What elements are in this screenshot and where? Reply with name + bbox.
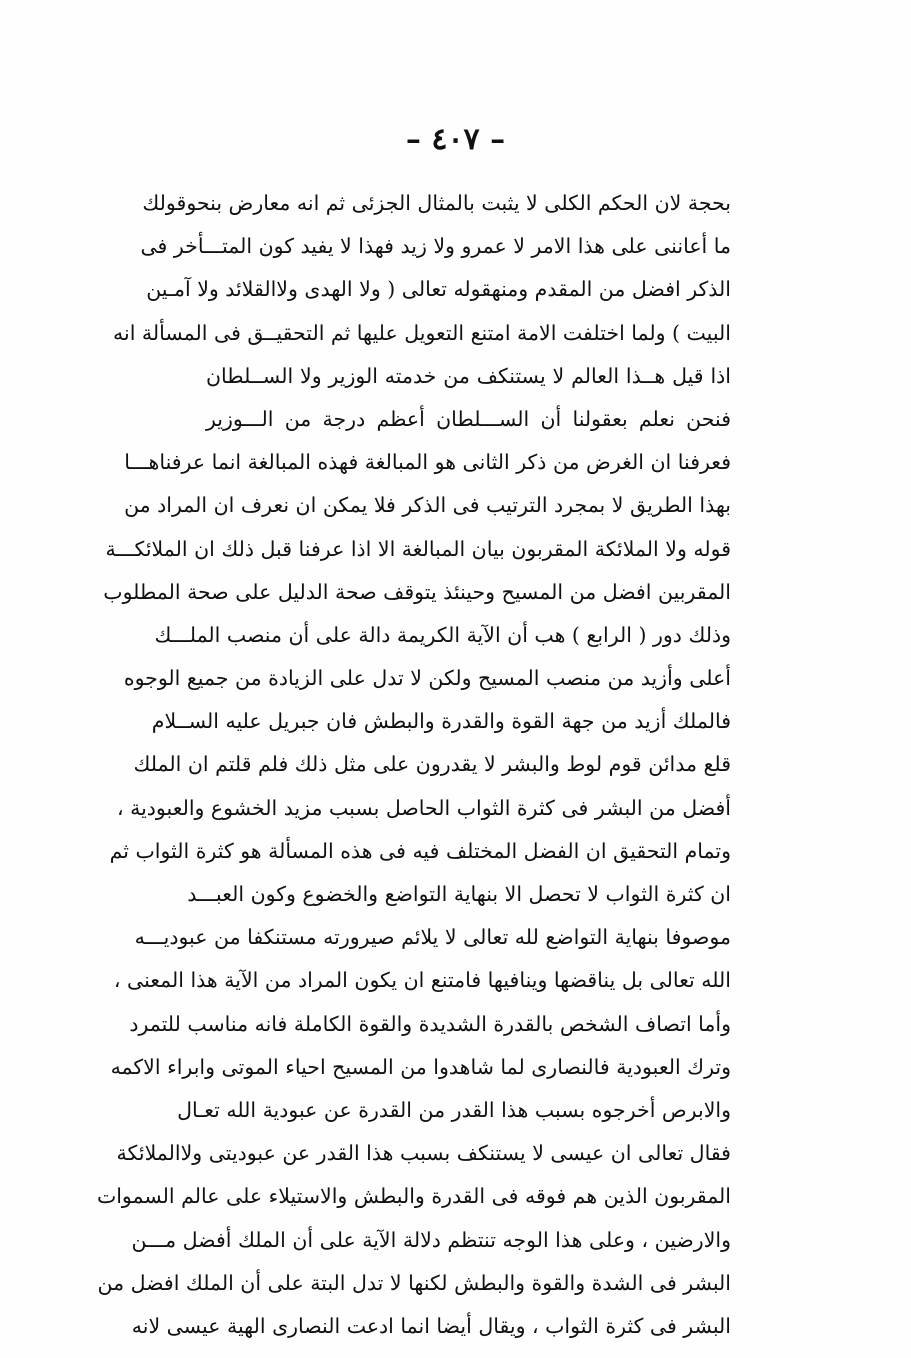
text-line: والارضين ، وعلى هذا الوجه تنتظم دلالة الآية على أن الملك أفضل مـــن	[131, 1227, 731, 1252]
text-line: البشر فى الشدة والقوة والبطش لكنها لا تدل البتة على أن الملك افضل من	[97, 1270, 731, 1295]
text-line: ما أعاننى على هذا الامر لا عمرو ولا زيد فهذا لا يفيد كون المتـــأخر فى	[140, 234, 731, 259]
text-line: وتمام التحقيق ان الفضل المختلف فيه فى هذه المسألة هو كثرة الثواب ثم	[109, 838, 731, 863]
text-line: وأما اتصاف الشخص بالقدرة الشديدة والقوة الكاملة فانه مناسب للتمرد	[129, 1011, 731, 1036]
text-line: فالملك أزيد من جهة القوة والقدرة والبطش فان جبريل عليه الســلام	[151, 709, 731, 734]
text-line: ان كثرة الثواب لا تحصل الا بنهاية التواضع والخضوع وكون العبـــد	[187, 882, 731, 906]
text-line: قلع مدائن قوم لوط والبشر لا يقدرون على مثل ذلك فلم قلتم ان الملك	[133, 752, 731, 777]
text-line: المقربون الذين هم فوقه فى القدرة والبطش والاستيلاء على عالم السموات	[96, 1184, 731, 1209]
text-line: فعرفنا ان الغرض من ذكر الثانى هو المبالغة فهذه المبالغة انما عرفناهـــا	[124, 450, 731, 475]
text-line: المقربين افضل من المسيح وحينئذ يتوقف صحة الدليل على صحة المطلوب	[103, 579, 731, 604]
text-line: أفضل من البشر فى كثرة الثواب الحاصل بسبب مزيد الخشوع والعبودية ،	[116, 795, 731, 820]
text-line: قوله ولا الملائكة المقربون بيان المبالغة الا اذا عرفنا قبل ذلك ان الملائكـــة	[105, 536, 731, 561]
body-text	[96, 182, 731, 1348]
text-line: والابرص أخرجوه بسبب هذا القدر من القدرة عن عبودية الله تعـال	[177, 1097, 731, 1122]
text-line: فقال تعالى ان عيسى لا يستنكف بسبب هذا القدر عن عبوديتى ولاالملائكة	[116, 1141, 731, 1166]
text-line: البيت ) ولما اختلفت الامة امتنع التعويل عليها ثم التحقيــق فى المسألة انه	[113, 320, 731, 345]
text-line: وترك العبودية فالنصارى لما شاهدوا من المسيح احياء الموتى وابراء الاكمه	[110, 1054, 731, 1079]
text-line: أعلى وأزيد من منصب المسيح ولكن لا تدل على الزيادة من جميع الوجوه	[123, 666, 731, 691]
text-line: البشر فى كثرة الثواب ، ويقال أيضا انما ادعت النصارى الهية عيسى لانه	[131, 1313, 731, 1338]
text-line: الله تعالى بل يناقضها وينافيها فامتنع ان يكون المراد من الآية هذا المعنى ،	[113, 968, 731, 993]
text-line: اذا قيل هــذا العالم لا يستنكف من خدمته الوزير ولا الســلطان	[206, 363, 731, 388]
page-number: – ٤٠٧ –	[405, 122, 506, 157]
text-line: بحجة لان الحكم الكلى لا يثبت بالمثال الجزئى ثم انه معارض بنحوقولك	[142, 191, 731, 215]
text-line: وذلك دور ( الرابع ) هب أن الآية الكريمة دالة على أن منصب الملـــك	[154, 622, 731, 647]
text-line: الذكر افضل من المقدم ومنهقوله تعالى ( ولا الهدى ولاالقلائد ولا آمـين	[146, 277, 731, 302]
text-line: فنحن نعلم بعقولنا أن الســـلطان أعظم درجة من الـــوزير	[206, 406, 731, 431]
text-line: موصوفا بنهاية التواضع لله تعالى لا يلائم صيرورته مستنكفا من عبوديـــه	[134, 925, 731, 950]
text-line: بهذا الطريق لا بمجرد الترتيب فى الذكر فلا يمكن ان نعرف ان المراد من	[124, 493, 731, 518]
